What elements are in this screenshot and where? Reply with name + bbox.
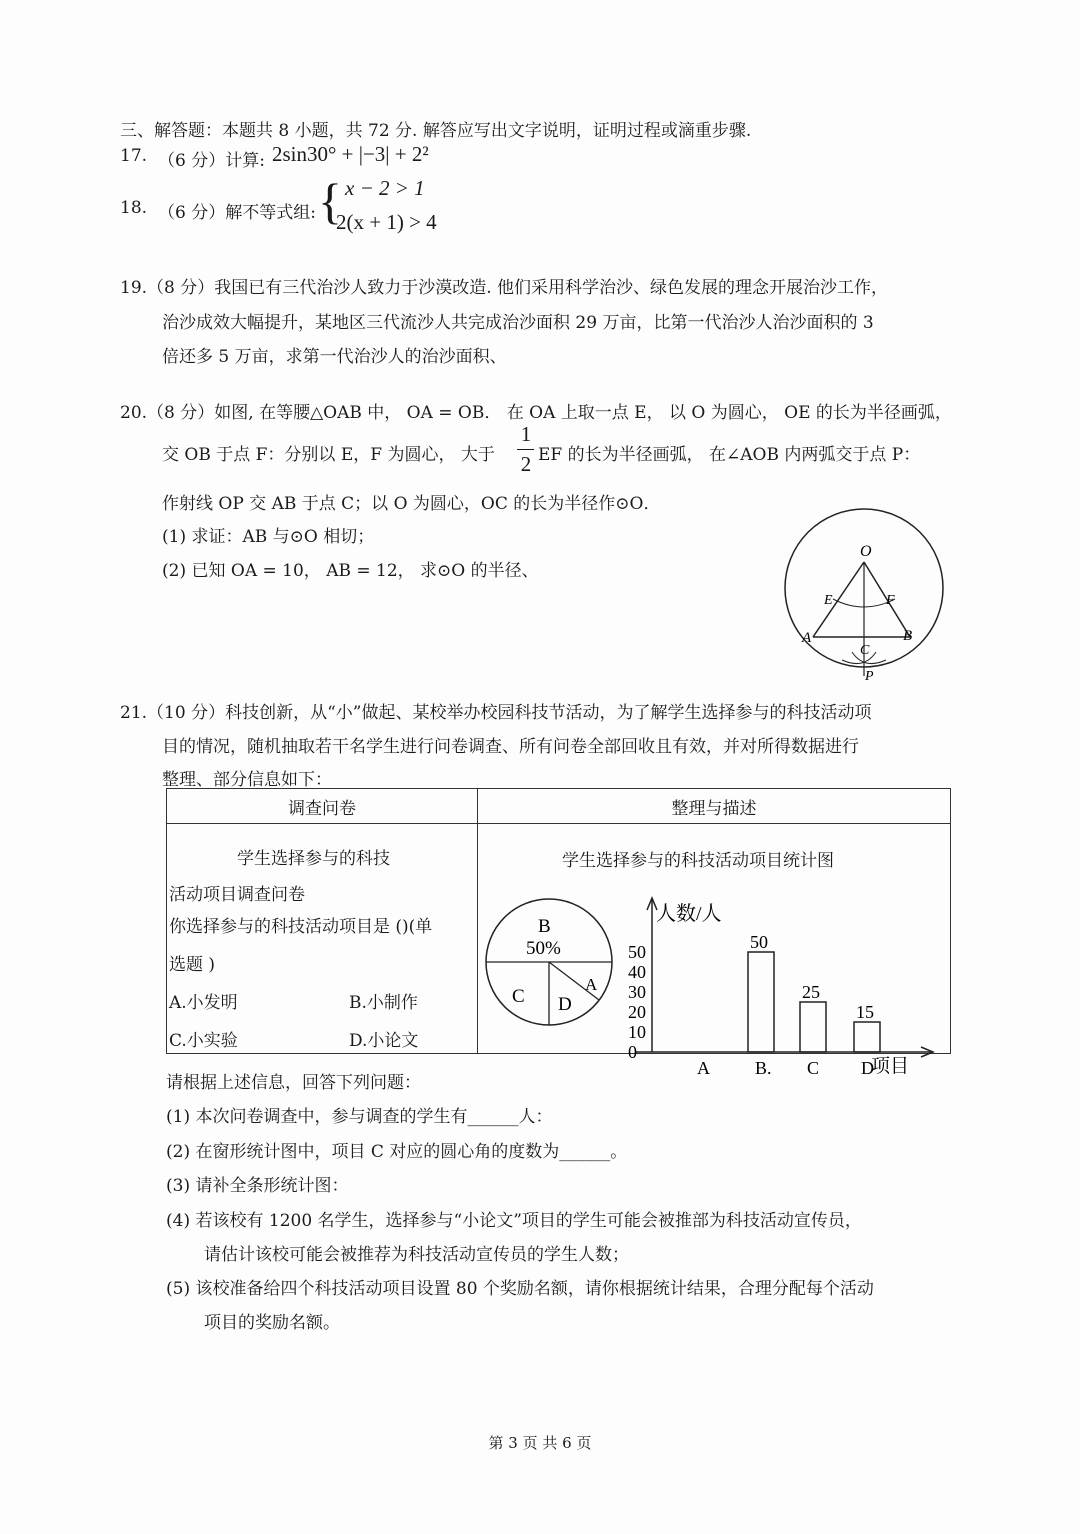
chart-cell — [478, 824, 951, 1078]
question-21-sub-4-line-2: 请估计该校可能会被推荐为科技活动宣传员的学生人数； — [204, 1245, 629, 1265]
bar-value-label: 15 — [856, 1002, 874, 1022]
question-17-score: （6 分）计算: — [158, 151, 265, 171]
label-f: F — [886, 593, 895, 608]
geometry-figure — [780, 500, 950, 690]
question-20-line-2b: EF 的长为半径画弧， 在∠AOB 内两弧交于点 P： — [538, 445, 921, 465]
pie-label-d: D — [558, 994, 572, 1015]
option-a: A.小发明 — [169, 993, 238, 1013]
pie-label-b: B — [538, 916, 551, 937]
y-tick-label: 20 — [628, 1002, 646, 1022]
question-20-line-1: 20.（8 分）如图, 在等腰△OAB 中， OA = OB． 在 OA 上取一点 E， 以 O 为圆心， OE 的长为半径画弧， — [120, 403, 952, 423]
inequality-1: x − 2 > 1 — [345, 176, 425, 200]
option-b: B.小制作 — [349, 993, 418, 1013]
y-tick-label: 40 — [628, 962, 646, 982]
survey-table — [166, 788, 951, 1078]
survey-cell — [167, 824, 478, 1054]
inequality-2: 2(x + 1) > 4 — [336, 210, 437, 234]
question-21-sub-3: (3) 请补全条形统计图： — [166, 1176, 349, 1196]
bar-d — [854, 1022, 880, 1052]
question-17-number: 17. — [120, 146, 148, 166]
label-o: O — [860, 543, 872, 560]
question-21-sub-4-line-1: (4) 若该校有 1200 名学生，选择参与“小论文”项目的学生可能会被推部为科技活动宣传员， — [166, 1211, 862, 1231]
x-tick-label: C — [807, 1058, 820, 1078]
survey-title-line-1: 学生选择参与的科技 — [237, 849, 390, 869]
question-21-line-1: 21.（10 分）科技创新，从“小”做起、某校举办校园科技节活动，为了解学生选择参与的科技活动项 — [120, 703, 872, 723]
question-21-sub-5-line-1: (5) 该校准备给四个科技活动项目设置 80 个奖励名额，请你根据统计结果，合理分配每个活动 — [166, 1279, 874, 1299]
bar-c — [800, 1002, 826, 1052]
label-b: B — [903, 628, 913, 644]
bar-value-label: 25 — [802, 982, 820, 1002]
question-21-prompt: 请根据上述信息，回答下列问题： — [166, 1073, 421, 1093]
label-p: P — [865, 669, 874, 684]
question-21-sub-2: (2) 在窗形统计图中，项目 C 对应的圆心角的度数为______。 — [166, 1142, 628, 1162]
question-20-line-2a: 交 OB 于点 F：分别以 E，F 为圆心， 大于 — [162, 445, 495, 465]
question-18-number: 18. — [120, 198, 148, 218]
fraction-bar — [517, 449, 534, 450]
question-19-line-2: 治沙成效大幅提升，某地区三代流沙人共完成治沙面积 29 万亩，比第一代治沙人治沙面积的 3 — [162, 313, 874, 333]
column-header-survey: 调查问卷 — [167, 789, 478, 824]
question-20-line-3: 作射线 OP 交 AB 于点 C；以 O 为圆心，OC 的长为半径作⊙O． — [162, 494, 661, 514]
bar-value-label: 50 — [750, 932, 768, 952]
question-17-expression: 2sin30° + |−3| + 2² — [272, 142, 429, 166]
option-d: D.小论文 — [349, 1031, 419, 1051]
pie-label-b-percent: 50% — [526, 938, 561, 959]
bars — [697, 932, 880, 1078]
x-tick-label: D — [861, 1058, 874, 1078]
arc-from-e — [842, 652, 876, 664]
label-e: E — [824, 593, 833, 608]
column-header-description: 整理与描述 — [478, 789, 951, 824]
x-tick-label: A — [697, 1058, 710, 1078]
section-header: 三、解答题：本题共 8 小题，共 72 分. 解答应写出文字说明，证明过程或滴重步骤. — [120, 121, 752, 141]
label-a: A — [802, 630, 812, 646]
question-18-score: （6 分）解不等式组: — [158, 203, 316, 223]
chart-title: 学生选择参与的科技活动项目统计图 — [562, 851, 834, 871]
survey-question-line-1: 你选择参与的科技活动项目是 ()(单 — [169, 917, 433, 937]
survey-title-line-2: 活动项目调查问卷 — [169, 885, 305, 905]
page-footer: 第 3 页 共 6 页 — [488, 1434, 592, 1452]
pie-label-a: A — [585, 975, 598, 994]
question-21-line-2: 目的情况，随机抽取若干名学生进行问卷调查、所有问卷全部回收且有效，并对所得数据进行 — [162, 737, 859, 757]
y-tick-label: 0 — [628, 1042, 637, 1062]
question-21-sub-1: (1) 本次问卷调查中，参与调查的学生有______人： — [166, 1107, 553, 1127]
fraction-numerator: 1 — [520, 422, 532, 446]
question-21-line-3: 整理、部分信息如下： — [162, 770, 332, 790]
pie-label-c: C — [512, 986, 525, 1007]
question-19-line-1: 19.（8 分）我国已有三代治沙人致力于沙漠改造. 他们采用科学治沙、绿色发展的理念开展治沙工作， — [120, 278, 889, 298]
question-21-sub-5-line-2: 项目的奖励名额。 — [204, 1313, 340, 1333]
y-tick-label: 50 — [628, 942, 646, 962]
brace-symbol: { — [318, 173, 342, 229]
survey-question-line-2: 选题 ) — [169, 955, 216, 975]
fraction-denominator: 2 — [520, 452, 532, 476]
x-tick-label: B. — [755, 1058, 772, 1078]
statistics-charts — [478, 824, 949, 1078]
question-19-line-3: 倍还多 5 万亩，求第一代治沙人的治沙面积、 — [162, 347, 507, 367]
option-c: C.小实验 — [169, 1031, 238, 1051]
question-20-sub-2: (2) 已知 OA = 10， AB = 12， 求⊙O 的半径、 — [162, 561, 539, 581]
bar-b — [748, 952, 774, 1052]
y-axis-label: 人数/人 — [656, 903, 722, 925]
segment-oa — [813, 562, 864, 637]
label-c: C — [860, 643, 870, 658]
y-tick-label: 10 — [628, 1022, 646, 1042]
y-tick-label: 30 — [628, 982, 646, 1002]
y-ticks — [628, 942, 646, 1062]
x-axis-label: 项目 — [871, 1056, 910, 1077]
question-20-sub-1: (1) 求证：AB 与⊙O 相切； — [162, 527, 375, 547]
